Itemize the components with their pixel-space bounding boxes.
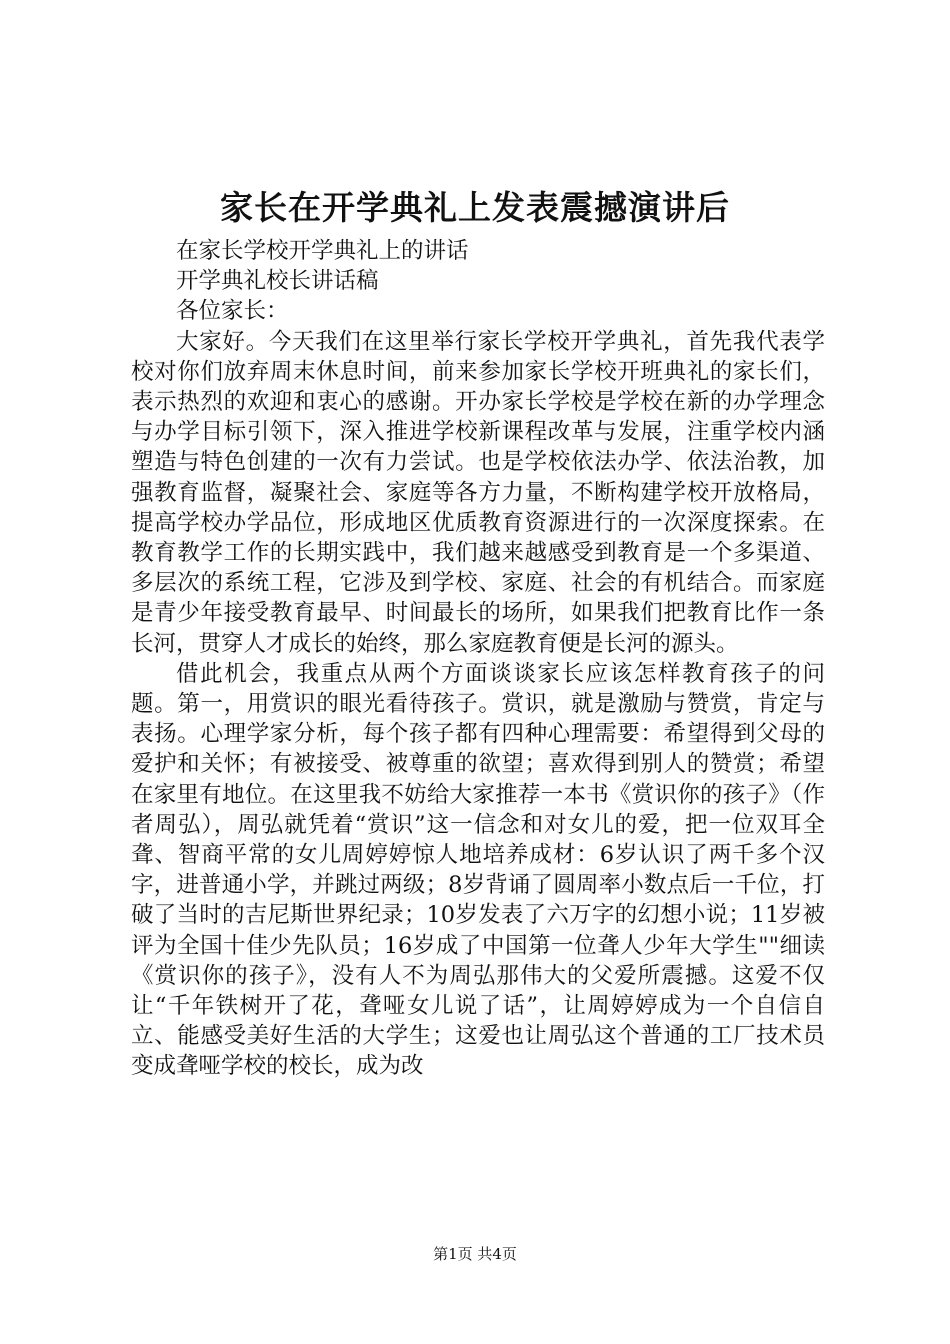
subtitle-line: 开学典礼校长讲话稿	[176, 268, 379, 295]
page-number: 第1页 共4页	[433, 1245, 517, 1263]
document-body	[131, 236, 825, 1082]
body-paragraph: 借此机会，我重点从两个方面谈谈家长应该怎样教育孩子的问题。第一，用赏识的眼光看待孩子。赏识，就是激励与赞赏，肯定与表扬。心理学家分析，每个孩子都有四种心理需要：希望得到父母的爱护和关怀；有被接受、被尊重的欲望；喜欢得到别人的赞赏；希望在家里有地位。在这里我不妨给大家推荐一本书《赏识你的孩子》（作者周弘），周弘就凭着“赏识”这一信念和对女儿的爱，把一位双耳全聋、智商平常的女儿周婷婷惊人地培养成材：6岁认识了两千多个汉字，进普通小学，并跳过两级；8岁背诵了圆周率小数点后一千位，打破了当时的吉尼斯世界纪录；10岁发表了六万字的幻想小说；11岁被评为全国十佳少先队员；16岁成了中国第一位聋人少年大学生""细读《赏识你的孩子》，没有人不为周弘那伟大的父爱所震撼。这爱不仅让“千年铁树开了花，聋哑女儿说了话”，让周婷婷成为一个自信自立、能感受美好生活的大学生；这爱也让周弘这个普通的工厂技术员变成聋哑学校的校长，成为改	[131, 660, 825, 1080]
body-paragraph: 大家好。今天我们在这里举行家长学校开学典礼，首先我代表学校对你们放弃周末休息时间，前来参加家长学校开班典礼的家长们，表示热烈的欢迎和衷心的感谢。开办家长学校是学校在新的办学理念与办学目标引领下，深入推进学校新课程改革与发展，注重学校内涵塑造与特色创建的一次有力尝试。也是学校依法办学、依法治教，加强教育监督，凝聚社会、家庭等各方力量，不断构建学校开放格局，提高学校办学品位，形成地区优质教育资源进行的一次深度探索。在教育教学工作的长期实践中，我们越来越感受到教育是一个多渠道、多层次的系统工程，它涉及到学校、家庭、社会的有机结合。而家庭是青少年接受教育最早、时间最长的场所，如果我们把教育比作一条长河，贯穿人才成长的始终，那么家庭教育便是长河的源头。	[131, 328, 825, 657]
document-title: 家长在开学典礼上发表震撼演讲后	[220, 188, 730, 227]
subtitle-line: 在家长学校开学典礼上的讲话	[176, 238, 469, 264]
salutation: 各位家长：	[176, 298, 289, 325]
